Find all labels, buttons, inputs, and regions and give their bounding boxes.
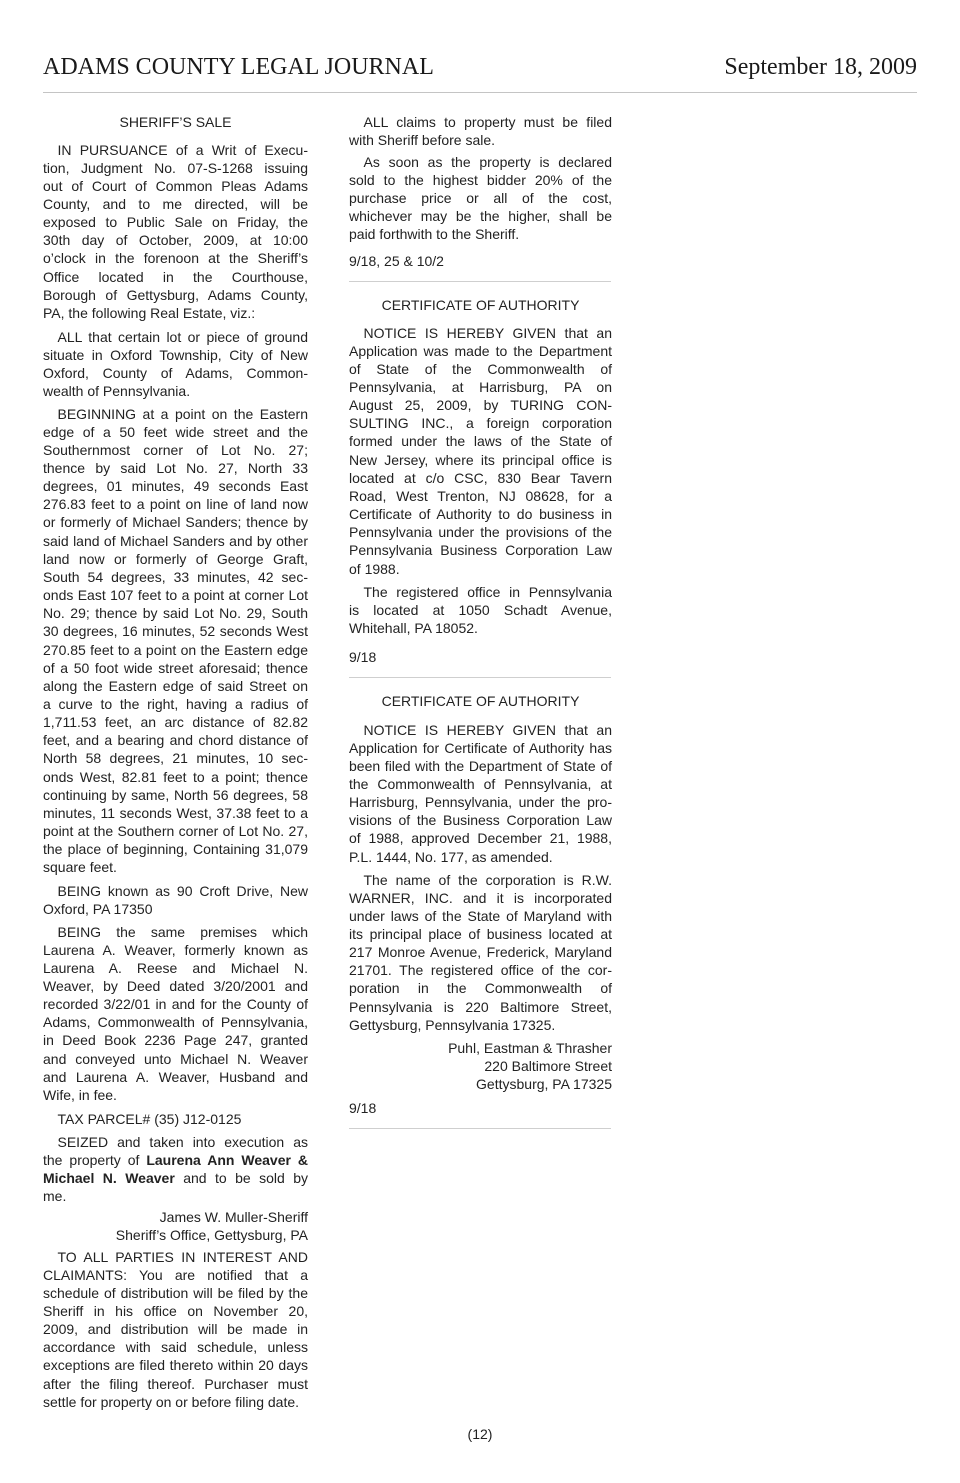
text-line: North 58 degrees, 21 minutes, 10 sec-	[43, 750, 308, 767]
text-line: 1,711.53 feet, an arc distance of 82.82	[43, 714, 308, 731]
publication-dates: 9/18	[349, 648, 377, 665]
text-line: Gettysburg, Pennsylvania 17325.	[349, 1016, 556, 1033]
text-line: or formerly of Michael Sanders; thence by	[43, 514, 308, 531]
section-divider	[349, 281, 611, 282]
address-paragraph	[43, 882, 308, 918]
certificate-heading: CERTIFICATE OF AUTHORITY	[381, 692, 580, 709]
corporation-paragraph	[349, 871, 612, 1034]
text-line: Road, West Trenton, NJ 08628, for a	[349, 487, 612, 504]
claims-paragraph	[349, 113, 612, 149]
text-line: point at the Southern corner of Lot No. 27,	[43, 823, 308, 840]
text-line: recorded 3/22/01 in and for the County of	[43, 996, 308, 1013]
text-line: CLAIMANTS: You are notified that a	[43, 1266, 308, 1283]
text-line: of a 50 foot wide street aforesaid; thence	[43, 659, 308, 676]
seizure-paragraph	[43, 1133, 308, 1206]
text-line: Harrisburg, Pennsylvania, under the pro-	[349, 794, 612, 811]
text-line: The name of the corporation is R.W.	[363, 871, 612, 888]
text-line	[43, 1151, 308, 1169]
text-line: edge of a 50 feet wide street and the	[43, 423, 308, 440]
text-line: SEIZED and taken into execution as	[57, 1133, 308, 1150]
text-line: No. 29; thence by said Lot No. 29, South	[43, 605, 308, 622]
text-line: TO ALL PARTIES IN INTEREST AND	[57, 1248, 308, 1265]
text-line: Application was made to the Department	[349, 342, 612, 359]
text-line: is located at 1050 Schadt Avenue,	[349, 601, 612, 618]
text-line: wealth of Pennsylvania.	[43, 382, 191, 399]
text-line	[43, 1169, 308, 1187]
text-line: Wife, in fee.	[43, 1086, 117, 1103]
text-line: sold to the highest bidder 20% of the	[349, 171, 612, 188]
signature-office: Sheriff’s Office, Gettysburg, PA	[115, 1226, 308, 1243]
text-line: exceptions are filed thereto within 20 days	[43, 1357, 308, 1374]
property-paragraph	[43, 328, 308, 401]
text-line: Laurena A. Weaver, formerly known as	[43, 941, 308, 958]
text-line: The registered office in Pennsylvania	[363, 583, 612, 600]
text-line: and Laurena A. Weaver, Husband and	[43, 1068, 308, 1085]
text-line: been filed with the Department of State of	[349, 757, 612, 774]
text-line: Certificate of Authority to do business in	[349, 506, 612, 523]
text-line: and conveyed unto Michael N. Weaver	[43, 1050, 308, 1067]
certificate-notice-paragraph	[349, 324, 612, 578]
section-divider	[349, 677, 611, 678]
text-line: 30 degrees, 16 minutes, 52 seconds West	[43, 623, 308, 640]
text-line: SULTING INC., a foreign corporation	[349, 415, 612, 432]
sheriff-sale-heading: SHERIFF’S SALE	[119, 113, 232, 130]
text-line: o’clock in the forenoon at the Sheriff’s	[43, 250, 308, 267]
defendant-names: Laurena Ann Weaver &	[146, 1151, 308, 1168]
text-line: along the Eastern edge of said Street on	[43, 677, 308, 694]
text-line: square feet.	[43, 859, 117, 876]
certificate-notice-paragraph	[349, 721, 612, 866]
text-line: New Jersey, where its principal office is	[349, 451, 612, 468]
text-line: in Deed Book 2236 Page 247, granted	[43, 1032, 308, 1049]
deed-paragraph	[43, 923, 308, 1105]
text-segment: and to be sold by	[174, 1169, 308, 1186]
text-line: Application for Certificate of Authority has	[349, 739, 612, 756]
text-line: purchase price or all of the cost,	[349, 189, 612, 206]
text-line: ALL claims to property must be filed	[363, 113, 612, 130]
sheriff-signature	[43, 1208, 308, 1244]
text-line: of 1988.	[349, 560, 400, 577]
text-line: degrees, 01 minutes, 49 seconds East	[43, 478, 308, 495]
text-line: tion, Judgment No. 07-S-1268 issuing	[43, 159, 308, 176]
text-line: exposed to Public Sale on Friday, the	[43, 214, 308, 231]
publication-dates: 9/18, 25 & 10/2	[349, 252, 444, 269]
text-line: P.L. 1444, No. 177, as amended.	[349, 848, 553, 865]
issue-date: September 18, 2009	[724, 54, 917, 80]
text-line: thence by said Lot No. 27, North 33	[43, 459, 308, 476]
text-line: out of Court of Common Pleas Adams	[43, 177, 308, 194]
text-line: me.	[43, 1187, 67, 1204]
text-line: 2009, and distribution will be made in	[43, 1321, 308, 1338]
signature-city: Gettysburg, PA 17325	[476, 1075, 612, 1092]
text-line: County, and to me directed, will be	[43, 195, 308, 212]
text-segment: the property of	[43, 1151, 147, 1168]
text-line: of 1988, approved December 21, 1988,	[349, 830, 612, 847]
text-line: Pennsylvania is 220 Baltimore Street,	[349, 998, 612, 1015]
text-line: a curve to the right, having a radius of	[43, 696, 308, 712]
text-line: its principal place of business located at	[349, 925, 612, 942]
text-line: located at c/o CSC, 830 Bear Tavern	[349, 469, 612, 486]
text-line: Whitehall, PA 18052.	[349, 619, 478, 636]
text-line: Weaver, by Deed dated 3/20/2001 and	[43, 977, 308, 994]
text-line: BEING known as 90 Croft Drive, New	[57, 882, 308, 899]
text-line: Southernmost corner of Lot No. 27;	[43, 441, 308, 458]
text-line: under laws of the State of Maryland with	[349, 907, 612, 924]
distribution-paragraph	[43, 1248, 308, 1411]
text-line: the Commonwealth of Pennsylvania, at	[349, 775, 612, 792]
text-line: onds West, 82.81 feet to a point; thence	[43, 768, 308, 785]
text-line: Office located in the Courthouse,	[43, 268, 308, 285]
signature-firm: Puhl, Eastman & Thrasher	[448, 1039, 612, 1056]
text-line: onds East 107 feet to a point at corner Lot	[43, 587, 308, 604]
text-line: situate in Oxford Township, City of New	[43, 346, 308, 363]
text-line: Adams, Commonwealth of Pennsylvania,	[43, 1014, 308, 1031]
text-line: South 54 degrees, 33 minutes, 42 sec-	[43, 568, 308, 585]
tax-parcel-paragraph	[43, 1110, 308, 1128]
text-line: Pennsylvania Business Corporation Law	[349, 542, 612, 559]
page-number: (12)	[467, 1425, 493, 1442]
text-line: poration in the Commonwealth of	[349, 980, 612, 997]
text-line: paid forthwith to the Sheriff.	[349, 226, 520, 243]
text-line: NOTICE IS HEREBY GIVEN that an	[363, 721, 612, 738]
text-line: 276.83 feet to a point on line of land now	[43, 496, 308, 513]
header-rule	[43, 92, 917, 93]
text-line: the place of beginning, Containing 31,079	[43, 841, 308, 858]
payment-paragraph	[349, 153, 612, 244]
writ-paragraph	[43, 141, 308, 323]
text-line: land now or formerly of George Graft,	[43, 550, 308, 567]
text-line: with Sheriff before sale.	[349, 131, 496, 148]
text-line: of State of the Commonwealth of	[349, 360, 612, 377]
text-line: IN PURSUANCE of a Writ of Execu-	[57, 141, 308, 158]
text-line: Laurena A. Reese and Michael N.	[43, 959, 308, 976]
text-line: As soon as the property is declared	[363, 153, 612, 170]
text-line: feet, and a bearing and chord distance of	[43, 732, 308, 749]
text-line: Oxford, County of Adams, Common-	[43, 364, 308, 381]
text-line: settle for property on or before filing date.	[43, 1393, 300, 1410]
text-line: BEING the same premises which	[57, 923, 308, 940]
text-line: Sheriff in his office on November 20,	[43, 1302, 308, 1319]
publication-dates: 9/18	[349, 1099, 377, 1116]
signature-street: 220 Baltimore Street	[484, 1057, 612, 1074]
signature-name: James W. Muller-Sheriff	[159, 1208, 308, 1225]
text-line: TAX PARCEL# (35) J12-0125	[57, 1110, 242, 1127]
attorney-signature	[349, 1039, 612, 1093]
text-line: minutes, 11 seconds West, 37.38 feet to a	[43, 804, 308, 821]
registered-office-paragraph	[349, 583, 612, 637]
text-line: formed under the laws of the State of	[349, 433, 612, 450]
text-line: after the filing thereof. Purchaser must	[43, 1375, 308, 1392]
text-line: said land of Michael Sanders and by other	[43, 532, 308, 549]
text-line: whichever may be the higher, shall be	[349, 207, 612, 224]
text-line: visions of the Business Corporation Law	[349, 812, 612, 829]
text-line: 30th day of October, 2009, at 10:00	[43, 232, 308, 249]
text-line: Borough of Gettysburg, Adams County,	[43, 286, 308, 303]
text-line: ALL that certain lot or piece of ground	[57, 328, 308, 345]
text-line: 270.85 feet to a point on the Eastern edge	[43, 641, 308, 658]
section-divider	[349, 1128, 611, 1129]
text-line: 217 Monroe Avenue, Frederick, Maryland	[349, 944, 612, 961]
text-line: PA, the following Real Estate, viz.:	[43, 304, 256, 321]
defendant-names: Michael N. Weaver	[43, 1169, 175, 1186]
text-line: accordance with said schedule, unless	[43, 1339, 308, 1356]
certificate-heading: CERTIFICATE OF AUTHORITY	[381, 296, 580, 313]
text-line: Pennsylvania, at Harrisburg, PA on	[349, 378, 612, 395]
text-line: Pennsylvania under the provisions of the	[349, 524, 612, 541]
text-line: BEGINNING at a point on the Eastern	[57, 405, 308, 422]
text-line: continuing by same, North 56 degrees, 58	[43, 786, 308, 803]
text-line: Oxford, PA 17350	[43, 900, 153, 917]
journal-title: ADAMS COUNTY LEGAL JOURNAL	[43, 54, 434, 80]
text-line: 21701. The registered office of the cor-	[349, 962, 612, 979]
text-line: August 25, 2009, by TURING CON-	[349, 397, 612, 414]
description-paragraph	[43, 405, 308, 877]
text-line: NOTICE IS HEREBY GIVEN that an	[363, 324, 612, 341]
text-line: schedule of distribution will be filed by the	[43, 1284, 308, 1301]
text-line: WARNER, INC. and it is incorporated	[349, 889, 612, 906]
